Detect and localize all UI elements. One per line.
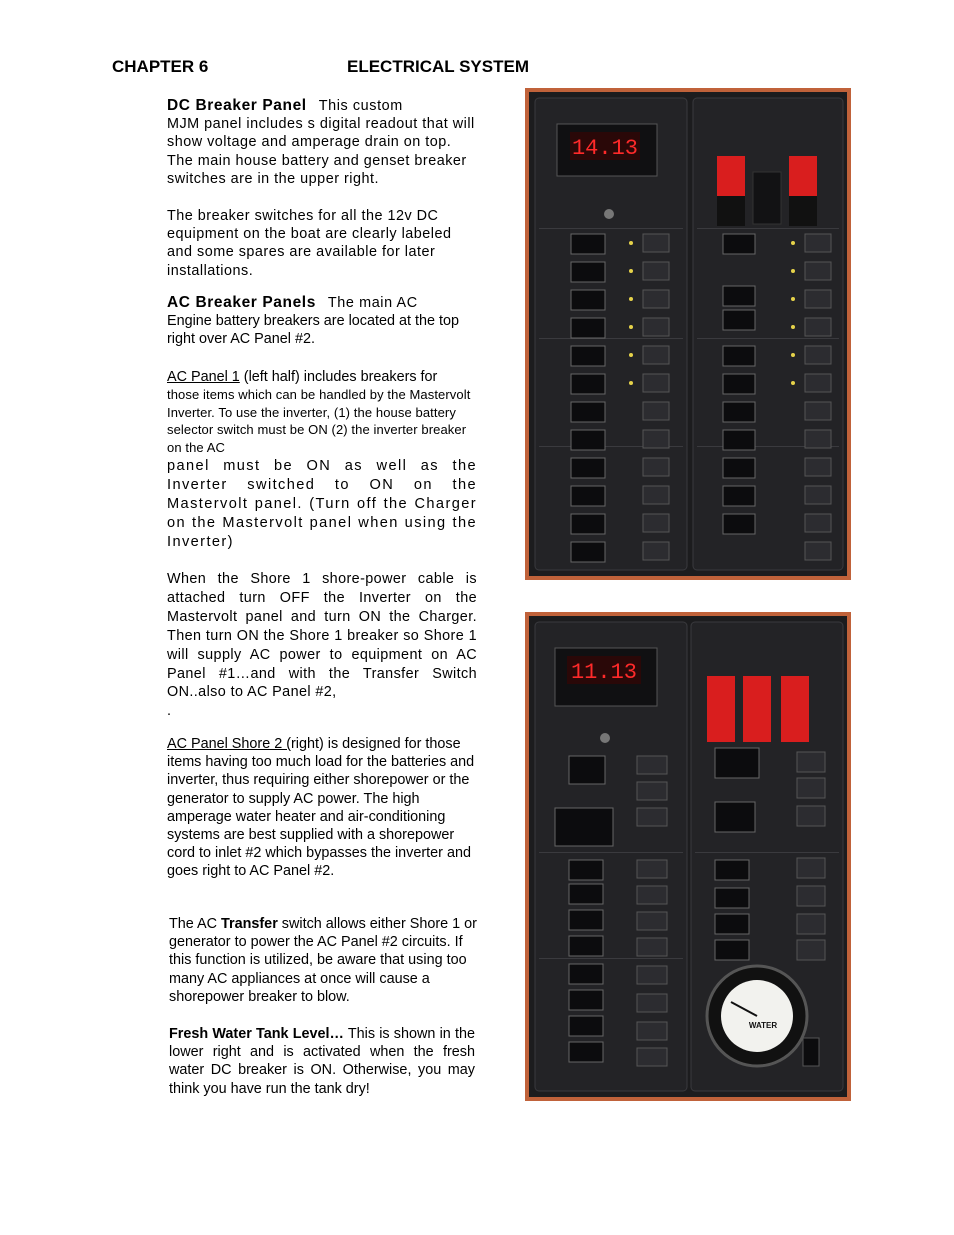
ac-panel-photo <box>525 612 851 1101</box>
dc-heading: DC Breaker Panel <box>167 97 307 114</box>
transfer-post: switch allows either Shore 1 or generator to power the AC Panel #2 circuits. If this function is utilized, be aware that using too many AC appliances at once will cause a shorepower breaker to blow. <box>169 916 477 1005</box>
section-title: ELECTRICAL SYSTEM <box>347 57 529 76</box>
water-section <box>169 1025 475 1098</box>
shore1-dot: . <box>167 703 172 720</box>
shore2-link: AC Panel Shore 2 ( <box>167 736 291 752</box>
shore1-text: When the Shore 1 shore-power cable is attached turn OFF the Inverter on the Mastervolt panel and turn ON the Charger. Then turn ON the Shore 1 breaker so Shore 1 will supply AC power to equipment on AC Panel #1…and with the Transfer Switch ON..also to AC Panel #2, <box>167 571 477 701</box>
dc-breaker-section <box>167 97 477 188</box>
dc-readout: 14.13 <box>571 136 639 161</box>
ac-lead: The main AC <box>327 295 418 311</box>
transfer-bold: Transfer <box>221 916 278 932</box>
transfer-section <box>169 915 477 1006</box>
ac-breaker-section <box>167 294 477 349</box>
dc-para2-text: The breaker switches for all the 12v DC equipment on the boat are clearly labeled and some spares are available for later installations. <box>167 208 452 279</box>
ac-body: Engine battery breakers are located at the top right over AC Panel #2. <box>167 313 459 348</box>
water-gauge-label: WATER <box>748 1021 778 1030</box>
shore2-section <box>167 735 477 881</box>
ac-panel1-text: (left half) includes breakers for <box>239 369 438 385</box>
ac-panel1-small: those items which can be handled by the Mastervolt Inverter. To use the inverter, (1) the house battery selector switch must be ON (2) the inverter breaker on the AC <box>167 387 471 455</box>
ac-panel1-section <box>167 368 477 552</box>
water-bold: Fresh Water Tank Level… <box>169 1026 344 1042</box>
dc-lead: This custom <box>318 98 403 114</box>
ac-readout: 11.13 <box>570 660 638 685</box>
ac-heading: AC Breaker Panels <box>167 294 316 311</box>
water-post: This is shown in the lower right and is activated when the fresh water DC breaker is ON. Otherwise, you may think you have run the tank dry! <box>169 1026 475 1097</box>
ac-panel1-wide: panel must be ON as well as the Inverter switched to ON on the Mastervolt panel. (Turn off the Charger on the Mastervolt panel when using the Inverter) <box>167 457 477 550</box>
dc-panel-photo <box>525 88 851 580</box>
shore2-text: right) is designed for those items having too much load for the batteries and inverter, thus requiring either shorepower or the generator to supply AC power. The high amperage water heater and air-conditioning systems are best supplied with a shorepower cord to inlet #2 which bypasses the inverter and goes right to AC Panel #2. <box>167 736 475 880</box>
dc-body: MJM panel includes s digital readout that will show voltage and amperage drain on top. The main house battery and genset breaker switches are in the upper right. <box>167 116 475 187</box>
dc-para2 <box>167 207 477 280</box>
chapter-label: CHAPTER 6 <box>112 57 209 76</box>
ac-panel1-link: AC Panel 1 <box>167 369 240 385</box>
transfer-pre: The AC <box>169 916 221 932</box>
shore1-section <box>167 570 477 721</box>
